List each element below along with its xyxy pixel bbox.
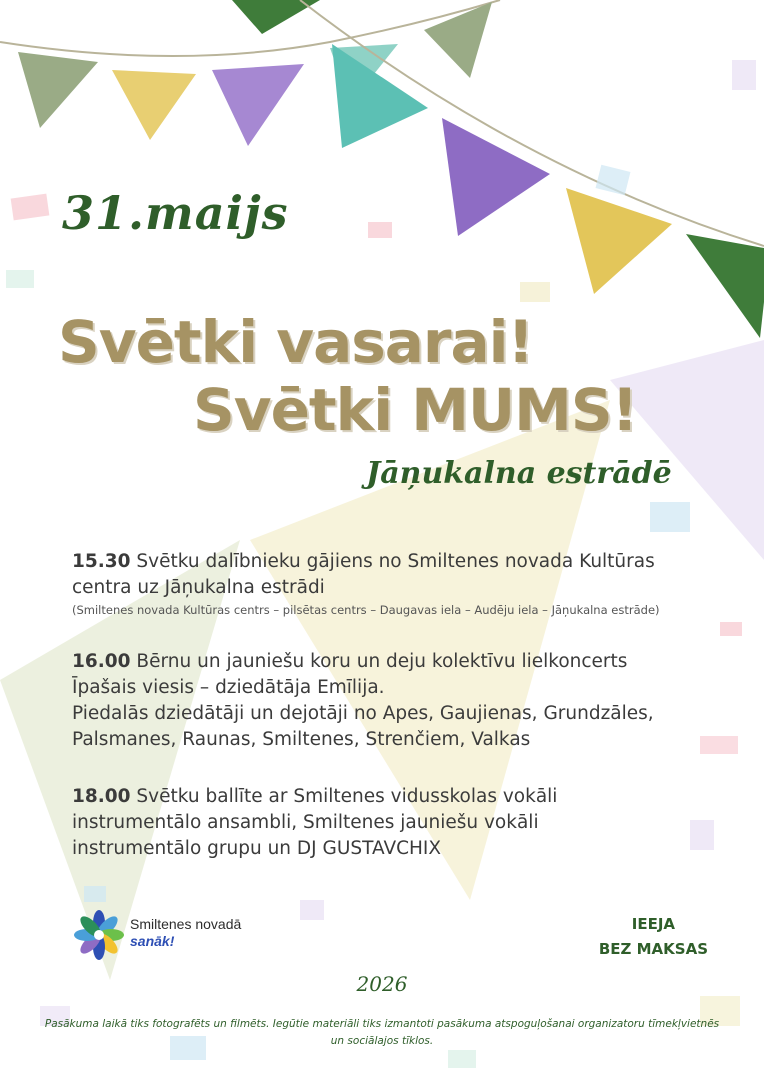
confetti — [520, 282, 550, 302]
confetti — [732, 60, 756, 90]
program-time: 15.30 — [72, 551, 131, 572]
venue: Jāņukalna estrādē — [366, 456, 672, 491]
program-line — [72, 784, 732, 810]
program-text: Bērnu un jauniešu koru un deju kolektīvu lielkoncerts — [136, 651, 628, 672]
pennant-green-2 — [686, 234, 764, 338]
event-date: 31.maijs — [62, 186, 289, 240]
program-item-1 — [72, 549, 732, 619]
free-entry — [599, 912, 708, 962]
confetti — [6, 270, 34, 288]
program-line: Palsmanes, Raunas, Smiltenes, Strenčiem, Valkas — [72, 729, 531, 750]
pennant-yellow-2 — [566, 188, 672, 294]
pennant-yellow-1 — [112, 70, 196, 140]
program-line: centra uz Jāņukalna estrādi — [72, 577, 325, 598]
footer-note: Pasākuma laikā tiks fotografēts un filmēts. Iegūtie materiāli tiks izmantoti pasākuma atspoguļošanai organizatoru tīmekļvietnēs un sociālajos tīklos. — [44, 1018, 720, 1047]
pennant-sage-1 — [18, 52, 98, 128]
program-line: Īpašais viesis – dziedātāja Emīlija. — [72, 677, 385, 698]
entry-line-2: BEZ MAKSAS — [598, 940, 708, 958]
confetti — [84, 886, 106, 902]
title-line-1: Svētki vasarai! — [58, 308, 533, 376]
pennant-purple-1 — [212, 64, 304, 146]
program-line: instrumentālo ansambli, Smiltenes jauniešu vokāli — [72, 812, 539, 833]
program-line — [72, 549, 732, 575]
confetti — [650, 502, 690, 532]
program-line — [72, 649, 732, 675]
program-item-3 — [72, 784, 732, 862]
program-time: 18.00 — [72, 786, 131, 807]
entry-line-1: IEEJA — [631, 915, 676, 933]
confetti — [368, 222, 392, 238]
pennant-purple-2 — [442, 118, 550, 236]
logo-text: Smiltenes novadā — [130, 916, 242, 932]
confetti — [300, 900, 324, 920]
program-text: Svētku ballīte ar Smiltenes vidusskolas vokāli — [136, 786, 558, 807]
route-note: (Smiltenes novada Kultūras centrs – pilsētas centrs – Daugavas iela – Audēju iela – Jāņukalna estrāde) — [72, 603, 660, 617]
program-line: instrumentālo grupu un DJ GUSTAVCHIX — [72, 838, 442, 859]
program-text: Svētku dalībnieku gājiens no Smiltenes novada Kultūras — [136, 551, 655, 572]
smiltene-logo — [72, 906, 272, 964]
title-line-2: Svētki MUMS! — [193, 376, 638, 444]
flower-logo-icon — [72, 908, 126, 962]
pennant-sage-top — [424, 2, 492, 78]
logo-slogan: sanāk! — [130, 933, 175, 949]
confetti — [720, 622, 742, 636]
program-time: 16.00 — [72, 651, 131, 672]
confetti — [596, 165, 631, 196]
confetti — [11, 194, 50, 221]
program-line: Piedalās dziedātāji un dejotāji no Apes, Gaujienas, Grundzāles, — [72, 703, 654, 724]
confetti — [448, 1050, 476, 1068]
program-item-2 — [72, 649, 732, 753]
year: 2026 — [356, 972, 408, 996]
